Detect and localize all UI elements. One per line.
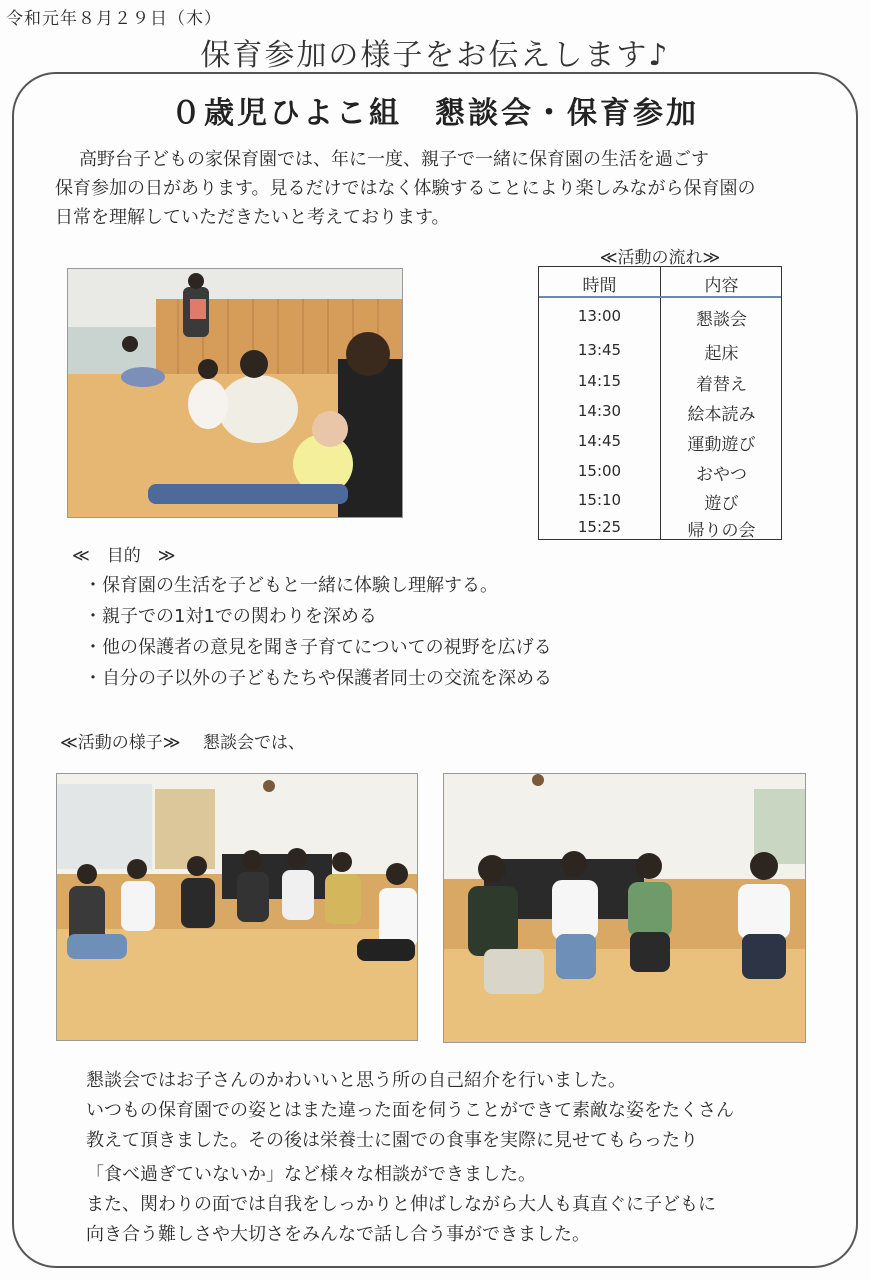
table-header-rule <box>539 296 781 298</box>
purpose-title: ≪ 目的 ≫ <box>72 546 176 566</box>
list-item: ・ 保育園の生活を子どもと一緒に体験し理解する。 <box>84 571 552 602</box>
list-item: ・ 親子での1対1での関わりを深める <box>84 602 552 633</box>
row-content: 起床 <box>704 344 739 364</box>
table-row <box>539 337 783 367</box>
document-date: 令和元年８月２９日（木） <box>6 9 222 29</box>
intro-line: 高野台子どもの家保育園では、年に一度、親子で一緒に保育園の生活を過ごす <box>79 149 709 170</box>
table-row <box>539 458 783 488</box>
report-line: また、関わりの面では自我をしっかりと伸ばしながら大人も真直ぐに子どもに <box>86 1194 716 1215</box>
table-row <box>539 514 783 544</box>
scene-title: ≪活動の様子≫ 懇談会では、 <box>60 733 305 753</box>
table-row <box>539 487 783 517</box>
row-time: 13:00 <box>577 307 622 325</box>
row-content: おやつ <box>696 465 747 485</box>
intro-line: 日常を理解していただきたいと考えております。 <box>55 207 450 228</box>
row-time: 14:30 <box>577 402 622 420</box>
report-paragraph <box>86 1066 734 1250</box>
flow-title: ≪活動の流れ≫ <box>599 248 721 268</box>
row-time: 14:45 <box>577 432 622 450</box>
purpose-list <box>84 571 552 695</box>
row-time: 15:00 <box>577 462 622 480</box>
row-time: 15:10 <box>577 491 622 509</box>
row-content: 懇談会 <box>696 310 747 330</box>
row-time: 13:45 <box>577 341 622 359</box>
classroom-photo <box>67 268 403 518</box>
row-content: 帰りの会 <box>687 521 756 541</box>
list-item: ・ 自分の子以外の子どもたちや保護者同士の交流を深める <box>84 664 552 695</box>
row-content: 絵本読み <box>687 405 756 425</box>
page-title: 保育参加の様子をお伝えします♪ <box>200 38 670 73</box>
row-time: 14:15 <box>577 372 622 390</box>
intro-paragraph <box>55 145 845 232</box>
report-line: 「食べ過ぎていないか」など様々な相談ができました。 <box>86 1164 536 1185</box>
meeting-photo-left <box>56 773 418 1041</box>
list-item: ・ 他の保護者の意見を聞き子育てについての視野を広げる <box>84 633 552 664</box>
row-content: 運動遊び <box>687 435 756 455</box>
intro-line: 保育参加の日があります。見るだけではなく体験することにより楽しみながら保育園の <box>55 178 756 199</box>
row-time: 15:25 <box>577 518 622 536</box>
row-content: 着替え <box>696 375 747 395</box>
report-line: 向き合う難しさや大切さをみんなで話し合う事ができました。 <box>86 1224 590 1245</box>
table-row <box>539 303 783 333</box>
report-line: 懇談会ではお子さんのかわいいと思う所の自己紹介を行いました。 <box>86 1070 626 1091</box>
report-line: 教えて頂きました。その後は栄養士に園での食事を実際に見せてもらったり <box>86 1130 698 1151</box>
table-row <box>539 368 783 398</box>
table-header-content: 内容 <box>704 276 739 296</box>
table-header-time: 時間 <box>582 276 617 296</box>
activity-flow-table <box>538 266 782 540</box>
section-heading: ０歳児ひよこ組 懇談会・保育参加 <box>171 96 699 131</box>
table-row <box>539 398 783 428</box>
row-content: 遊び <box>704 494 739 514</box>
meeting-photo-right <box>443 773 806 1043</box>
table-row <box>539 428 783 458</box>
report-line: いつもの保育園での姿とはまた違った面を伺うことができて素敵な姿をたくさん <box>86 1100 734 1121</box>
